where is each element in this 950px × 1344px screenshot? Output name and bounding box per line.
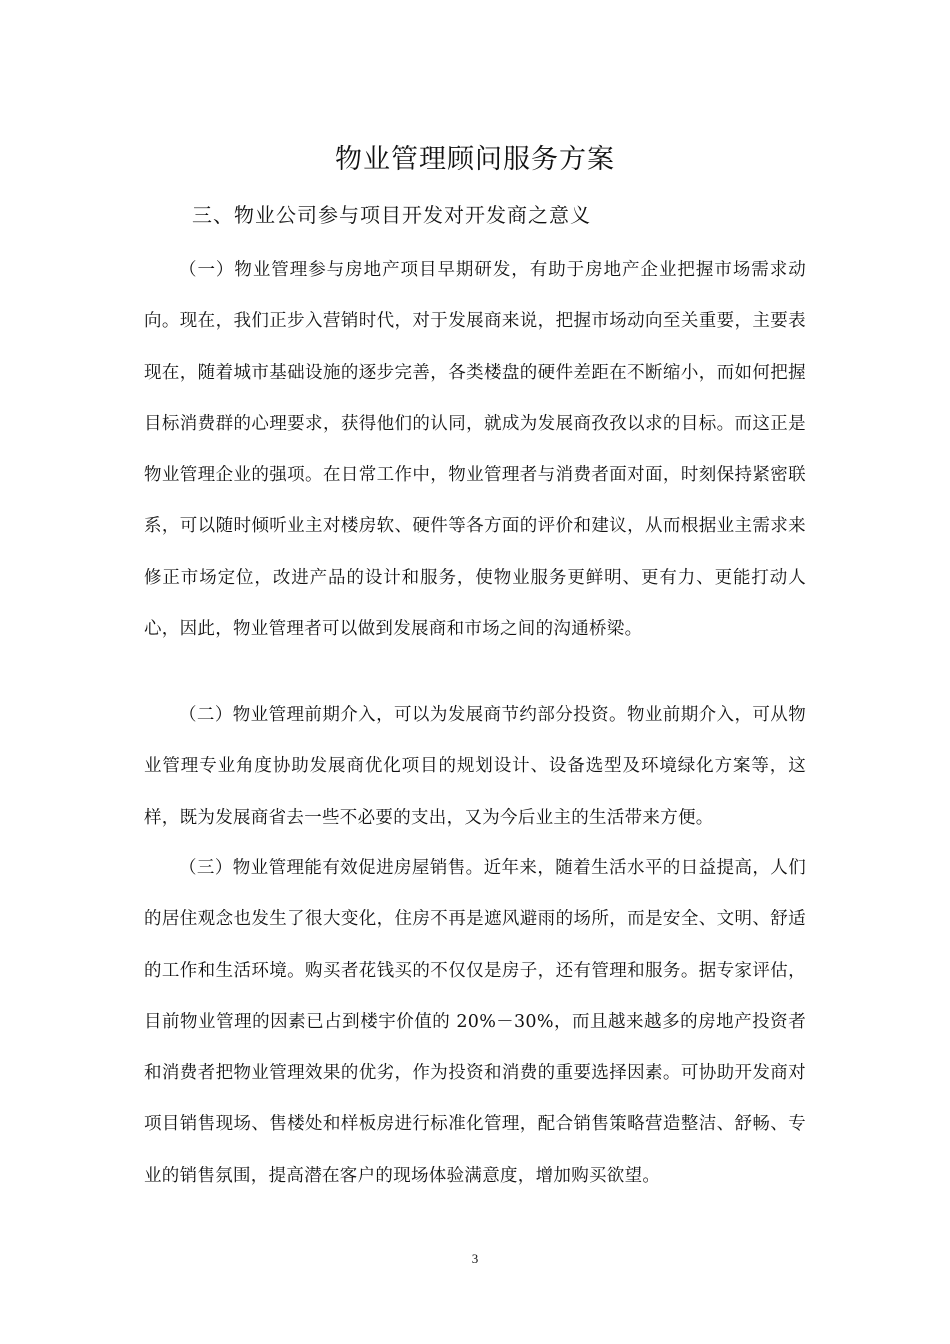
paragraph-3: （三）物业管理能有效促进房屋销售。近年来，随着生活水平的日益提高，人们的居住观念也发生了很大变化，住房不再是遮风避雨的场所，而是安全、文明、舒适的工作和生活环境。购买者花钱买的不仅仅是房子，还有管理和服务。据专家评估，目前物业管理的因素已占到楼宇价值的 20%－30%，而且越来越多的房地产投资者和消费者把物业管理效果的优劣，作为投资和消费的重要选择因素。可协助开发商对项目销售现场、售楼处和样板房进行标准化管理，配合销售策略营造整洁、舒畅、专业的销售氛围，提高潜在客户的现场体验满意度，增加购买欲望。 [144, 858, 806, 1186]
section-heading: 三、物业公司参与项目开发对开发商之意义 [192, 203, 591, 227]
document-title: 物业管理顾问服务方案 [335, 144, 615, 175]
paragraph-1: （一）物业管理参与房地产项目早期研发，有助于房地产企业把握市场需求动向。现在，我们正步入营销时代，对于发展商来说，把握市场动向至关重要，主要表现在，随着城市基础设施的逐步完善，各类楼盘的硬件差距在不断缩小，而如何把握目标消费群的心理要求，获得他们的认同，就成为发展商孜孜以求的目标。而这正是物业管理企业的强项。在日常工作中，物业管理者与消费者面对面，时刻保持紧密联系，可以随时倾听业主对楼房软、硬件等各方面的评价和建议，从而根据业主需求来修正市场定位，改进产品的设计和服务，使物业服务更鲜明、更有力、更能打动人心，因此，物业管理者可以做到发展商和市场之间的沟通桥梁。 [144, 260, 806, 640]
page-number: 3 [471, 1251, 479, 1266]
paragraph-2: （二）物业管理前期介入，可以为发展商节约部分投资。物业前期介入，可从物业管理专业角度协助发展商优化项目的规划设计、设备选型及环境绿化方案等，这样，既为发展商省去一些不必要的支出，又为今后业主的生活带来方便。 [144, 705, 806, 828]
